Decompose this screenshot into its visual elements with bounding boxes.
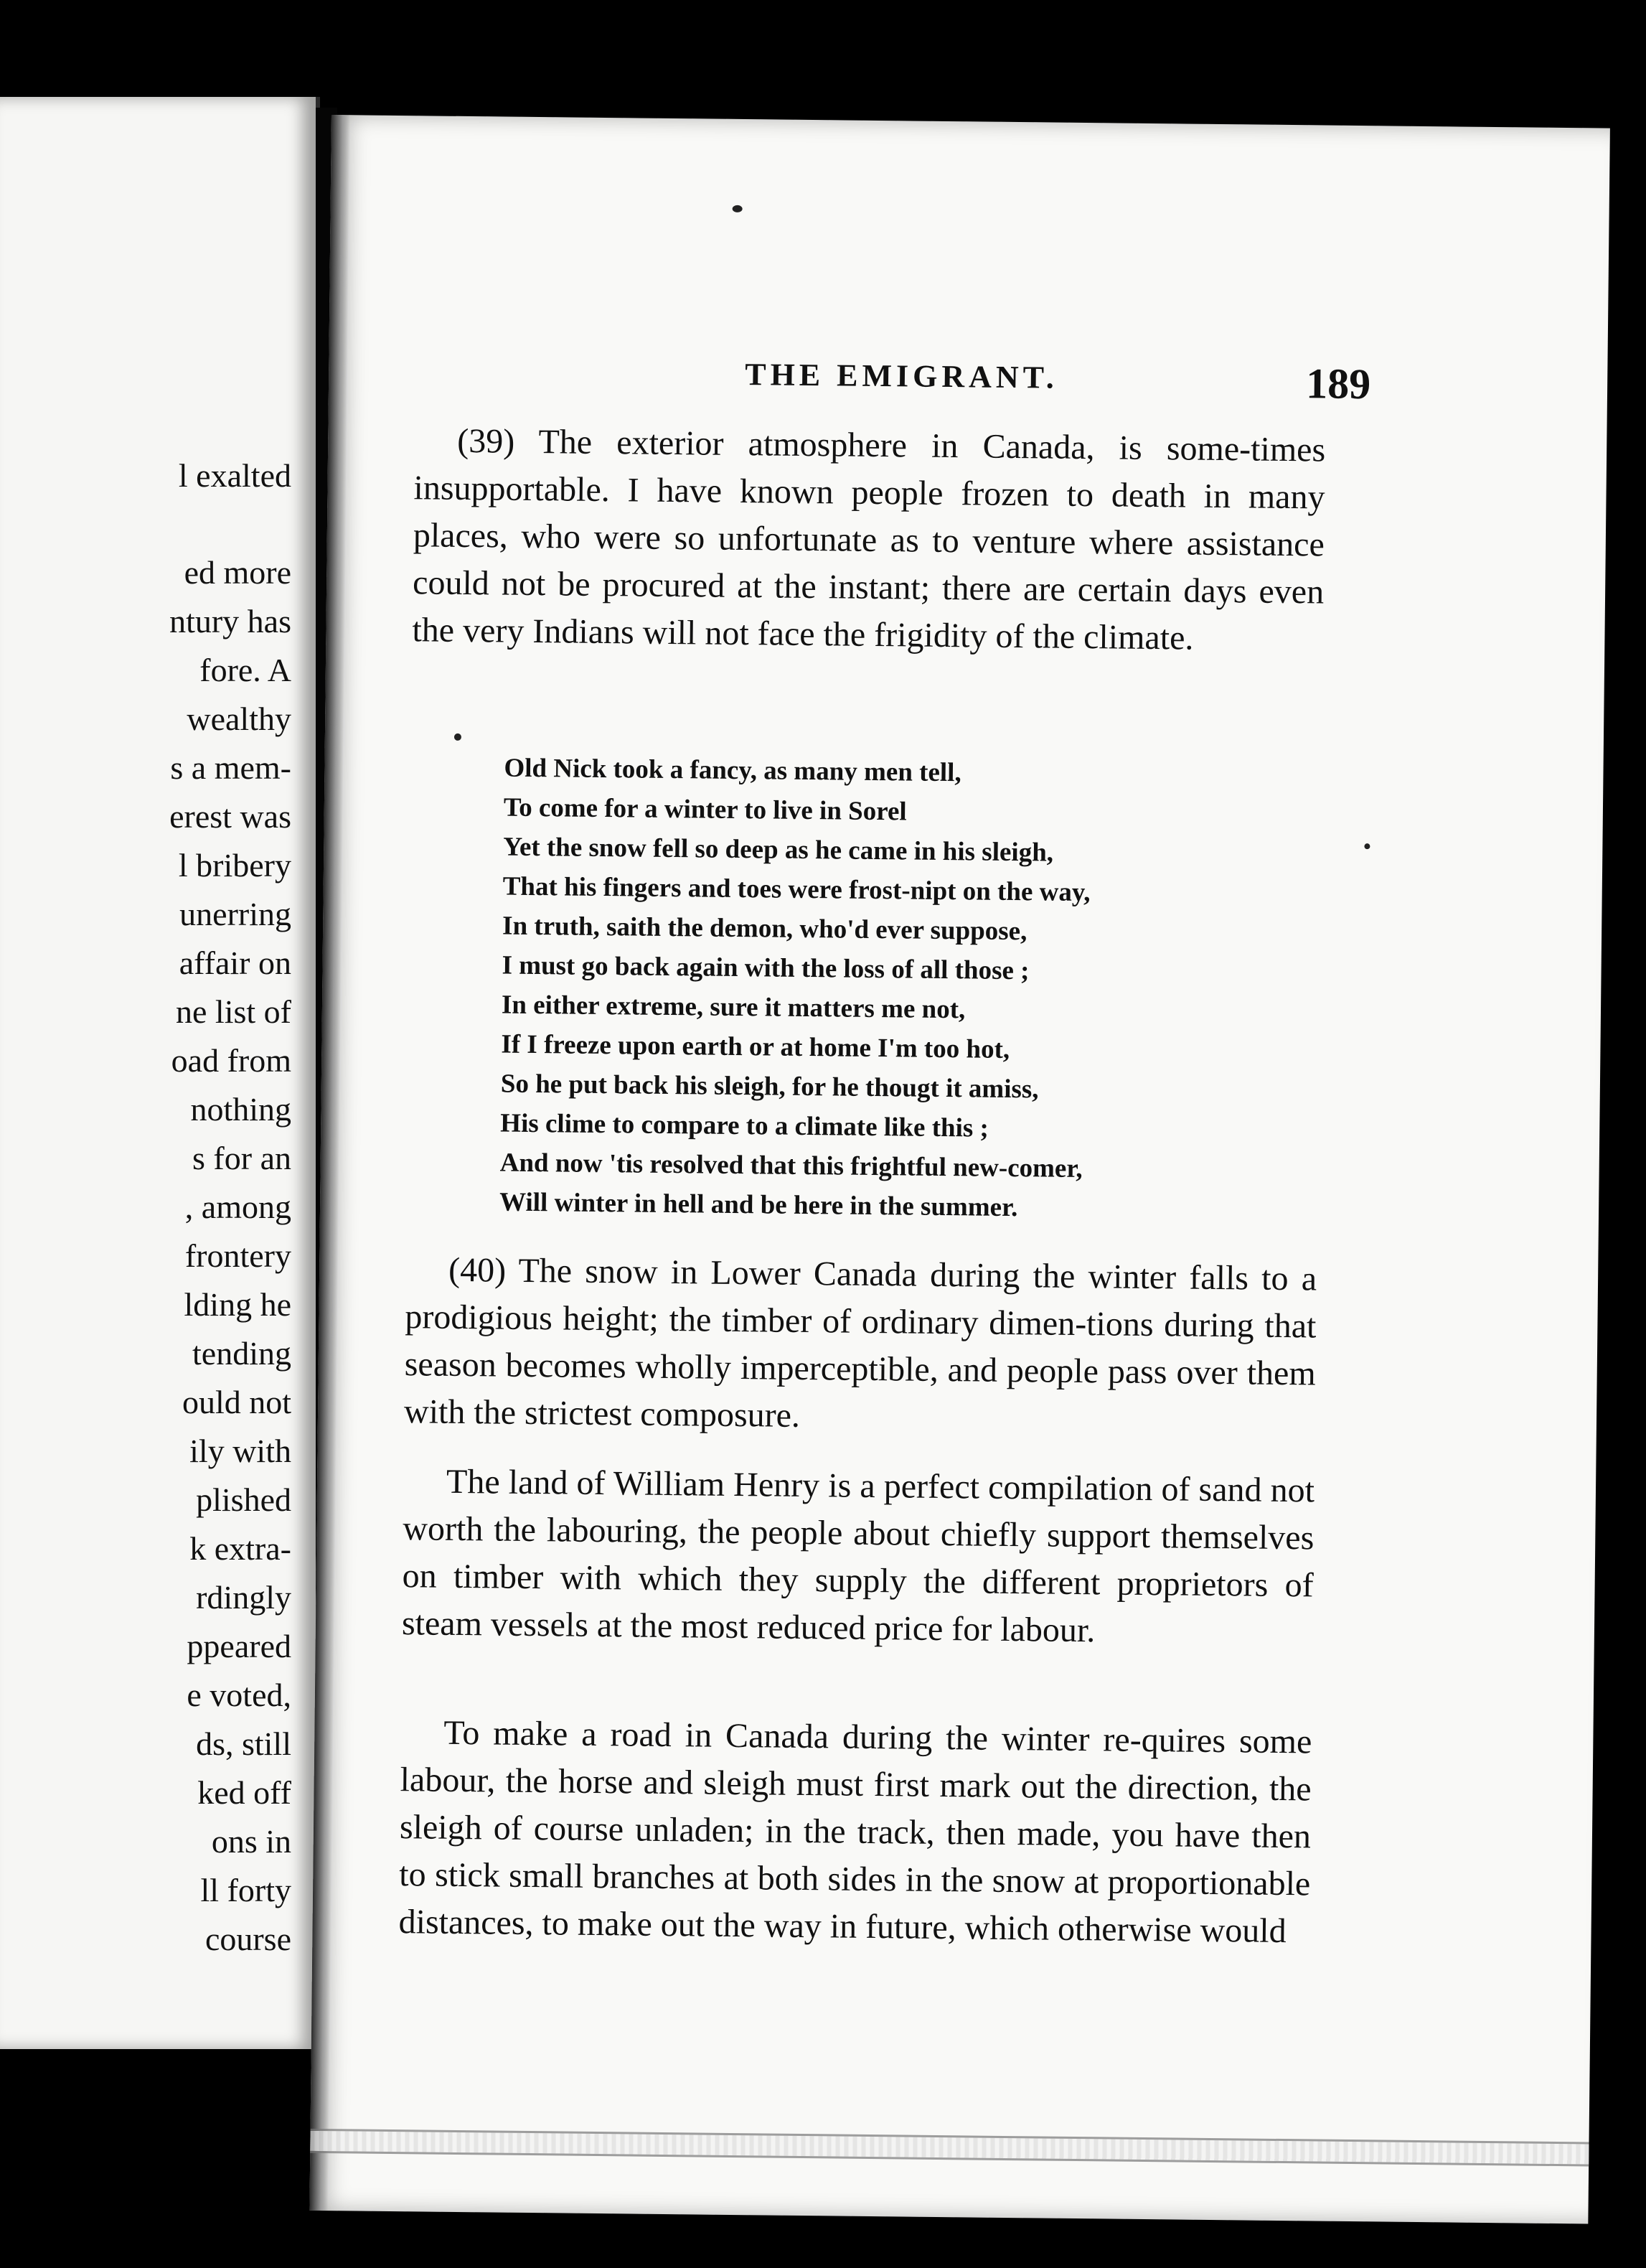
left-page-fragment: plished: [196, 1481, 291, 1518]
left-page-fragment: s a mem-: [170, 749, 291, 786]
poem-line: Old Nick took a fancy, as many men tell,: [504, 753, 961, 788]
poem-line: And now 'tis resolved that this frightful new-comer,: [499, 1148, 1083, 1184]
running-head: [329, 352, 1608, 423]
scan-speck: [1364, 843, 1370, 849]
page-number: 189: [1305, 360, 1371, 408]
left-page-fragment: , among: [184, 1189, 291, 1225]
left-page-fragment: frontery: [184, 1237, 291, 1274]
page-bottom-edge: [310, 2129, 1589, 2167]
poem-line: His clime to compare to a climate like this ;: [500, 1108, 989, 1143]
book-page: [309, 115, 1609, 2224]
left-page-fragment: lding he: [184, 1286, 291, 1323]
left-page-fragment: fore. A: [199, 652, 291, 688]
left-page-fragment: nothing: [190, 1091, 291, 1128]
left-page-fragment: ll forty: [200, 1872, 291, 1908]
left-page-fragment: ntury has: [169, 603, 291, 639]
poem-line: In truth, saith the demon, who'd ever suppose,: [502, 911, 1027, 947]
poem-line: I must go back again with the loss of all those ;: [502, 950, 1030, 986]
left-page-fragment: affair on: [179, 945, 291, 981]
paragraph-william-henry-text: The land of William Henry is a perfect compilation of sand not worth the labouring, the people about chiefly support themselves on timber with which they supply the different proprietors of steam vessels at the most reduced price for labour.: [401, 1462, 1315, 1650]
paragraph-40-text: (40) The snow in Lower Canada during the winter falls to a prodigious height; the timber of ordinary dimen-tions during that season becomes wholly imperceptible, and people pass over them with the strictest composure.: [403, 1250, 1317, 1435]
left-page-fragment: erest was: [169, 798, 291, 835]
left-page-fragment: ons in: [211, 1823, 291, 1860]
left-page-fragment: l exalted: [178, 457, 291, 494]
left-page-fragment: ppeared: [187, 1628, 291, 1664]
left-page-fragment: course: [204, 1921, 291, 1957]
paragraph-40: [404, 1246, 1317, 1445]
scan-speck: [454, 734, 461, 741]
poem-line: Yet the snow fell so deep as he came in his sleigh,: [503, 832, 1054, 868]
left-page-fragment: unerring: [179, 896, 291, 932]
scan-speck: [733, 205, 743, 212]
poem-line: To come for a winter to live in Sorel: [503, 792, 907, 827]
left-page-fragment: l bribery: [178, 847, 291, 884]
paragraph-39: [412, 417, 1325, 663]
poem-line: So he put back his sleigh, for he thougt it amiss,: [500, 1069, 1039, 1105]
running-title: THE EMIGRANT.: [744, 357, 1059, 395]
left-page-fragment: tending: [192, 1335, 291, 1372]
left-page-fragment: oad from: [171, 1042, 291, 1079]
left-page-fragment: rdingly: [196, 1579, 291, 1616]
left-page-fragment: ds, still: [196, 1725, 291, 1762]
paragraph-william-henry: [402, 1458, 1315, 1657]
left-page-fragment: ily with: [189, 1433, 291, 1469]
left-page-fragment: ne list of: [176, 993, 291, 1030]
poem-line: That his fingers and toes were frost-nipt on the way,: [502, 871, 1091, 908]
left-page-fragment: ould not: [182, 1384, 291, 1420]
left-page-fragment: k extra-: [189, 1530, 291, 1567]
paragraph-39-text: (39) The exterior atmosphere in Canada, is some-times insupportable. I have known people frozen to death in many places, who were so unfortunate as to venture where assistance could not be procured at the instant; there are certain days even the very Indians will not face the frigidity of the climate.: [412, 421, 1326, 657]
poem-line: Will winter in hell and be here in the summer.: [499, 1187, 1018, 1223]
poem-line: If I freeze upon earth or at home I'm too hot,: [501, 1029, 1010, 1064]
left-page-fragment: ed more: [184, 554, 291, 591]
paragraph-road-text: To make a road in Canada during the winter re-quires some labour, the horse and sleigh must first mark out the direction, the sleigh of course unladen; in the track, then made, you have then to stick small branches at both sides in the snow at proportionable distances, to make out the way in future, which otherwise would: [398, 1713, 1312, 1951]
paragraph-road: [398, 1709, 1312, 1955]
poem-line: In either extreme, sure it matters me not,: [501, 990, 966, 1025]
left-page-fragment: e voted,: [187, 1677, 291, 1713]
left-page-fragment: ked off: [197, 1774, 291, 1811]
poem: [499, 749, 1222, 1229]
left-page-fragment: wealthy: [187, 700, 291, 737]
left-facing-page: [0, 97, 320, 2049]
left-page-fragment: s for an: [192, 1140, 291, 1176]
